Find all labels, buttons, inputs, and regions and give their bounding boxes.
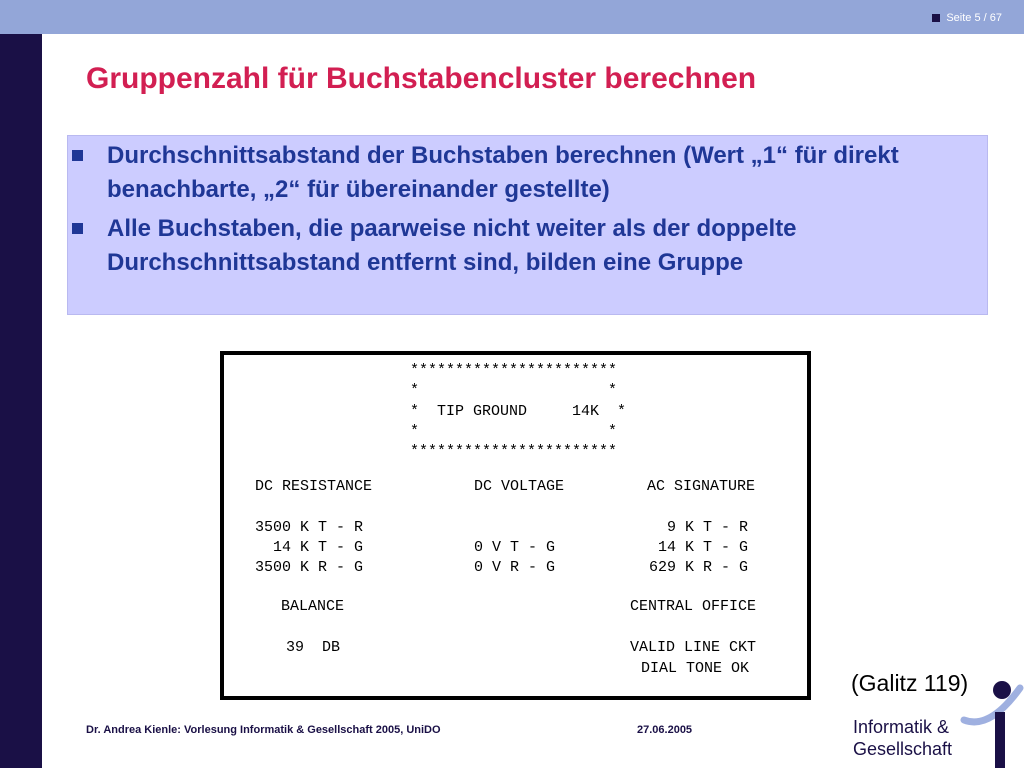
balance-value: 39 DB: [286, 639, 341, 656]
dc-voltage-value: 0 V T - G: [474, 539, 556, 556]
terminal-banner-line: * *: [410, 423, 618, 440]
central-office-label: CENTRAL OFFICE: [630, 598, 757, 615]
bullet-text: Durchschnittsabstand der Buchstaben berechnen (Wert „1“ für direkt benachbarte, „2“ für übereinander gestellte): [107, 142, 899, 203]
dc-voltage-value: 0 V R - G: [474, 559, 556, 576]
informatik-gesellschaft-logo-icon: [960, 678, 1024, 768]
terminal-screen: [220, 351, 811, 700]
ac-signature-header: AC SIGNATURE: [647, 478, 756, 495]
page-number: Seite 5 / 67: [946, 12, 1002, 24]
dc-resistance-header: DC RESISTANCE: [255, 478, 373, 495]
square-bullet-icon: [72, 223, 83, 234]
footer-author: Dr. Andrea Kienle: Vorlesung Informatik & Gesellschaft 2005, UniDO: [86, 724, 441, 736]
page-indicator: [932, 11, 1002, 25]
dc-resistance-value: 3500 K R - G: [255, 559, 364, 576]
terminal-banner-line: ***********************: [410, 443, 618, 460]
brand-text: Informatik & Gesellschaft: [853, 717, 953, 759]
ac-signature-value: 9 K T - R: [649, 519, 749, 536]
terminal-banner-line: ***********************: [410, 362, 618, 379]
bullet-box: [67, 135, 988, 315]
dc-resistance-value: 14 K T - G: [255, 539, 364, 556]
slide-title: Gruppenzahl für Buchstabencluster berechnen: [86, 62, 757, 95]
terminal-banner-line: * TIP GROUND 14K *: [410, 403, 627, 420]
central-office-status: VALID LINE CKT: [630, 639, 757, 656]
balance-label: BALANCE: [281, 598, 345, 615]
square-bullet-icon: [72, 150, 83, 161]
ac-signature-value: 629 K R - G: [649, 559, 749, 576]
dc-resistance-value: 3500 K T - R: [255, 519, 364, 536]
top-bar: [0, 0, 1024, 34]
citation: (Galitz 119): [851, 670, 969, 696]
terminal-banner-line: * *: [410, 382, 618, 399]
left-sidebar-bar: [0, 34, 42, 768]
dc-voltage-header: DC VOLTAGE: [474, 478, 565, 495]
square-bullet-icon: [932, 14, 940, 22]
footer-date: 27.06.2005: [637, 724, 693, 736]
central-office-status: DIAL TONE OK: [641, 660, 750, 677]
bullet-text: Alle Buchstaben, die paarweise nicht weiter als der doppelte Durchschnittsabstand entfernt sind, bilden eine Gruppe: [107, 215, 797, 276]
ac-signature-value: 14 K T - G: [649, 539, 749, 556]
